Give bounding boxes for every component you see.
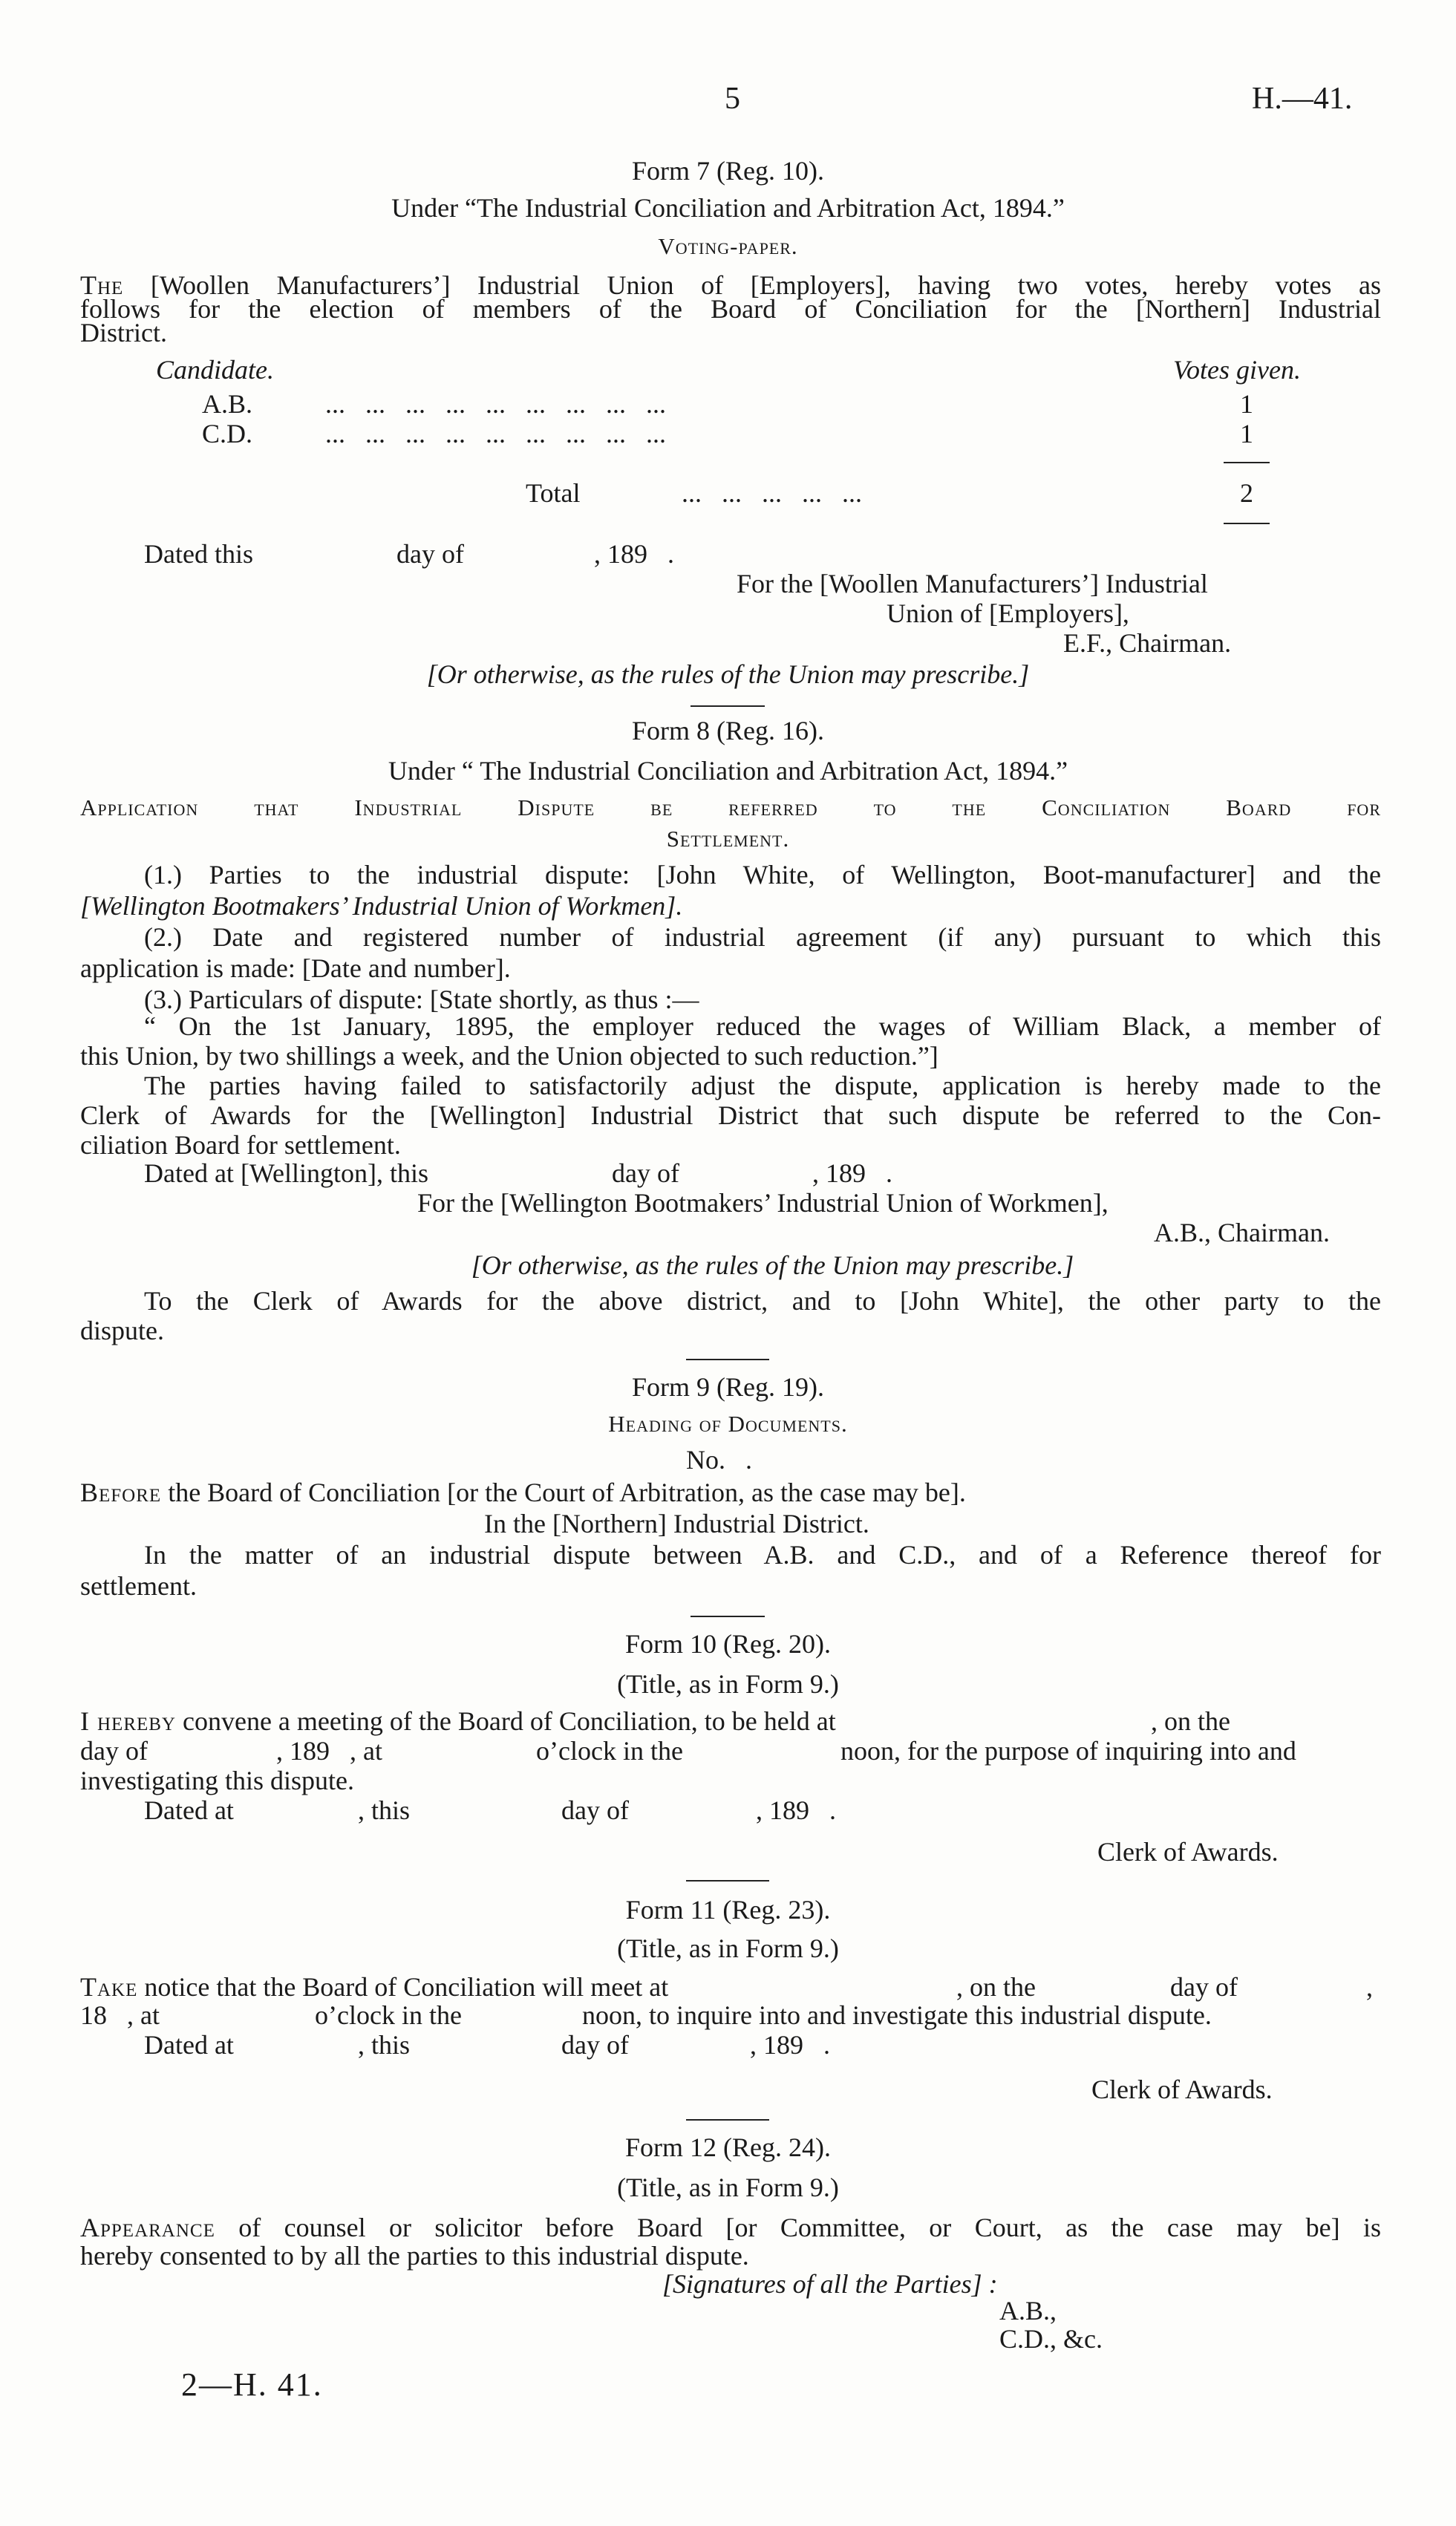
form7-body-line-2: follows for the election of members of the Board of Conciliation for the [Northern] Industrial bbox=[80, 294, 1381, 324]
signature-mark: 2—H. 41. bbox=[181, 2366, 323, 2403]
form8-title: Form 8 (Reg. 16). bbox=[632, 716, 824, 745]
form7-dated: Dated this bbox=[144, 539, 253, 569]
form8-p4-c: ciliation Board for settlement. bbox=[80, 1130, 401, 1160]
divider bbox=[686, 1359, 769, 1360]
vote-count: 1 bbox=[1240, 419, 1253, 448]
form11-line-2-b: o’clock in the bbox=[315, 2000, 462, 2030]
form11-line-2-a: 18 , at bbox=[80, 2000, 160, 2030]
form10-line-3: investigating this dispute. bbox=[80, 1766, 354, 1795]
form7-body-line-3: District. bbox=[80, 318, 167, 347]
form10-day-of: day of bbox=[561, 1795, 629, 1825]
dot-leader: ... ... ... ... ... ... ... ... ... bbox=[325, 389, 666, 419]
form8-signer: A.B., Chairman. bbox=[1154, 1218, 1330, 1247]
form8-p2-b: application is made: [Date and number]. bbox=[80, 953, 511, 983]
dot-leader: ... ... ... ... ... ... ... ... ... bbox=[325, 419, 666, 448]
divider bbox=[686, 2119, 769, 2121]
form10-year: , 189 . bbox=[756, 1795, 836, 1825]
form12-line-1: Appearance of counsel or solicitor before Board [or Committee, or Court, as the case may be] is bbox=[80, 2213, 1381, 2242]
form10-line-2-a: day of bbox=[80, 1736, 148, 1766]
form12-lead: Appearance bbox=[80, 2213, 215, 2242]
form8-for-line: For the [Wellington Bootmakers’ Industrial Union of Workmen], bbox=[417, 1188, 1109, 1218]
form9-before-line: Before the Board of Conciliation [or the Court of Arbitration, as the case may be]. bbox=[80, 1478, 966, 1507]
form8-heading-1: Application that Industrial Dispute be referred to the Conciliation Board for bbox=[80, 794, 1381, 820]
form11-lead: Take bbox=[80, 1972, 138, 2002]
form8-to-a: To the Clerk of Awards for the above district, and to [John White], the other party to the bbox=[144, 1286, 1381, 1316]
form11-line-1-c: day of bbox=[1170, 1972, 1238, 2002]
form10-clerk: Clerk of Awards. bbox=[1097, 1837, 1279, 1867]
divider bbox=[691, 705, 765, 707]
form10-this: , this bbox=[358, 1795, 411, 1825]
total-votes: 2 bbox=[1240, 478, 1253, 508]
form10-title: Form 10 (Reg. 20). bbox=[625, 1629, 831, 1659]
form7-otherwise: [Or otherwise, as the rules of the Union may prescribe.] bbox=[426, 659, 1030, 689]
form7-day-of: day of bbox=[396, 539, 464, 569]
total-top-rule bbox=[1224, 462, 1270, 463]
form9-heading: Heading of Documents. bbox=[608, 1411, 848, 1437]
form12-signatures: [Signatures of all the Parties] : bbox=[662, 2269, 998, 2299]
form12-subtitle: (Title, as in Form 9.) bbox=[617, 2173, 839, 2202]
form10-line-1: I hereby convene a meeting of the Board of Conciliation, to be held at bbox=[80, 1706, 836, 1736]
form7-title: Form 7 (Reg. 10). bbox=[632, 156, 824, 186]
form7-lead: The bbox=[80, 270, 124, 300]
form11-line-2-c: noon, to inquire into and investigate this industrial dispute. bbox=[582, 2000, 1212, 2030]
document-reference: H.—41. bbox=[1252, 82, 1353, 116]
form10-dated: Dated at bbox=[144, 1795, 234, 1825]
form7-for-line: For the [Woollen Manufacturers’] Industrial bbox=[737, 569, 1208, 598]
form9-title: Form 9 (Reg. 19). bbox=[632, 1372, 824, 1402]
form9-before-lead: Before bbox=[80, 1478, 162, 1507]
form10-line-1-b: , on the bbox=[1151, 1706, 1230, 1736]
form7-signer: E.F., Chairman. bbox=[1063, 628, 1232, 658]
form7-act: Under “The Industrial Conciliation and Arbitration Act, 1894.” bbox=[391, 193, 1065, 223]
form11-line-1: Take notice that the Board of Conciliation will meet at bbox=[80, 1972, 669, 2002]
form8-p1-a: (1.) Parties to the industrial dispute: [John White, of Wellington, Boot-manufacturer] and the bbox=[144, 860, 1381, 890]
form8-heading-2: Settlement. bbox=[666, 826, 790, 852]
form9-district: In the [Northern] Industrial District. bbox=[484, 1509, 869, 1538]
page-number: 5 bbox=[725, 82, 740, 116]
form8-p1-b: [Wellington Bootmakers’ Industrial Union of Workmen]. bbox=[80, 891, 683, 921]
form8-act: Under “ The Industrial Conciliation and Arbitration Act, 1894.” bbox=[388, 756, 1068, 786]
column-header-votes: Votes given. bbox=[1173, 355, 1301, 385]
form8-year: , 189 . bbox=[812, 1158, 892, 1188]
form11-line-1-d: , bbox=[1366, 1972, 1373, 2002]
form8-day-of: day of bbox=[612, 1158, 679, 1188]
form10-line-2-c: o’clock in the bbox=[536, 1736, 683, 1766]
form8-p2-a: (2.) Date and registered number of industrial agreement (if any) pursuant to which this bbox=[144, 922, 1381, 952]
form11-this: , this bbox=[358, 2030, 411, 2060]
column-header-candidate: Candidate. bbox=[156, 355, 274, 385]
form8-p3-b: “ On the 1st January, 1895, the employer reduced the wages of William Black, a member of bbox=[144, 1011, 1381, 1041]
form12-line-2: hereby consented to by all the parties to this industrial dispute. bbox=[80, 2241, 749, 2271]
form12-title: Form 12 (Reg. 24). bbox=[625, 2132, 831, 2162]
form12-sig-2: C.D., &c. bbox=[999, 2324, 1103, 2354]
divider bbox=[691, 1616, 765, 1617]
form10-subtitle: (Title, as in Form 9.) bbox=[617, 1669, 839, 1699]
form11-title: Form 11 (Reg. 23). bbox=[625, 1895, 831, 1925]
candidate-name: A.B. bbox=[202, 389, 253, 419]
form8-dated: Dated at [Wellington], this bbox=[144, 1158, 429, 1188]
form9-number: No. . bbox=[686, 1445, 752, 1475]
form7-year: , 189 . bbox=[594, 539, 674, 569]
form11-dated: Dated at bbox=[144, 2030, 234, 2060]
form10-line-2-b: , 189 , at bbox=[276, 1736, 382, 1766]
form10-lead: I hereby bbox=[80, 1706, 176, 1736]
form11-clerk: Clerk of Awards. bbox=[1091, 2075, 1273, 2104]
form7-heading: Voting-paper. bbox=[658, 233, 798, 259]
form8-otherwise: [Or otherwise, as the rules of the Union may prescribe.] bbox=[471, 1250, 1074, 1280]
form10-line-2-d: noon, for the purpose of inquiring into and bbox=[840, 1736, 1296, 1766]
form8-to-b: dispute. bbox=[80, 1316, 164, 1345]
form12-sig-1: A.B., bbox=[999, 2296, 1057, 2326]
total-bottom-rule bbox=[1224, 523, 1270, 524]
total-label: Total bbox=[526, 478, 581, 508]
form9-matter-a: In the matter of an industrial dispute between A.B. and C.D., and of a Reference thereof for bbox=[144, 1540, 1381, 1570]
form11-subtitle: (Title, as in Form 9.) bbox=[617, 1933, 839, 1963]
form7-body-line-1: The [Woollen Manufacturers’] Industrial Union of [Employers], having two votes, hereby votes as bbox=[80, 270, 1381, 300]
form9-matter-b: settlement. bbox=[80, 1571, 197, 1601]
vote-count: 1 bbox=[1240, 389, 1253, 419]
form8-p3-a: (3.) Particulars of dispute: [State shortly, as thus :— bbox=[144, 985, 699, 1014]
form8-p4-b: Clerk of Awards for the [Wellington] Industrial District that such dispute be referred to the Con- bbox=[80, 1100, 1381, 1130]
total-dot-leader: ... ... ... ... ... bbox=[682, 478, 862, 508]
form8-p4-a: The parties having failed to satisfactorily adjust the dispute, application is hereby made to the bbox=[144, 1071, 1381, 1100]
form11-day-of: day of bbox=[561, 2030, 629, 2060]
candidate-name: C.D. bbox=[202, 419, 253, 448]
form11-year: , 189 . bbox=[750, 2030, 830, 2060]
form8-p3-c: this Union, by two shillings a week, and the Union objected to such reduction.”] bbox=[80, 1041, 938, 1071]
form11-line-1-b: , on the bbox=[956, 1972, 1036, 2002]
form7-union-line: Union of [Employers], bbox=[887, 598, 1129, 628]
divider bbox=[686, 1880, 769, 1882]
